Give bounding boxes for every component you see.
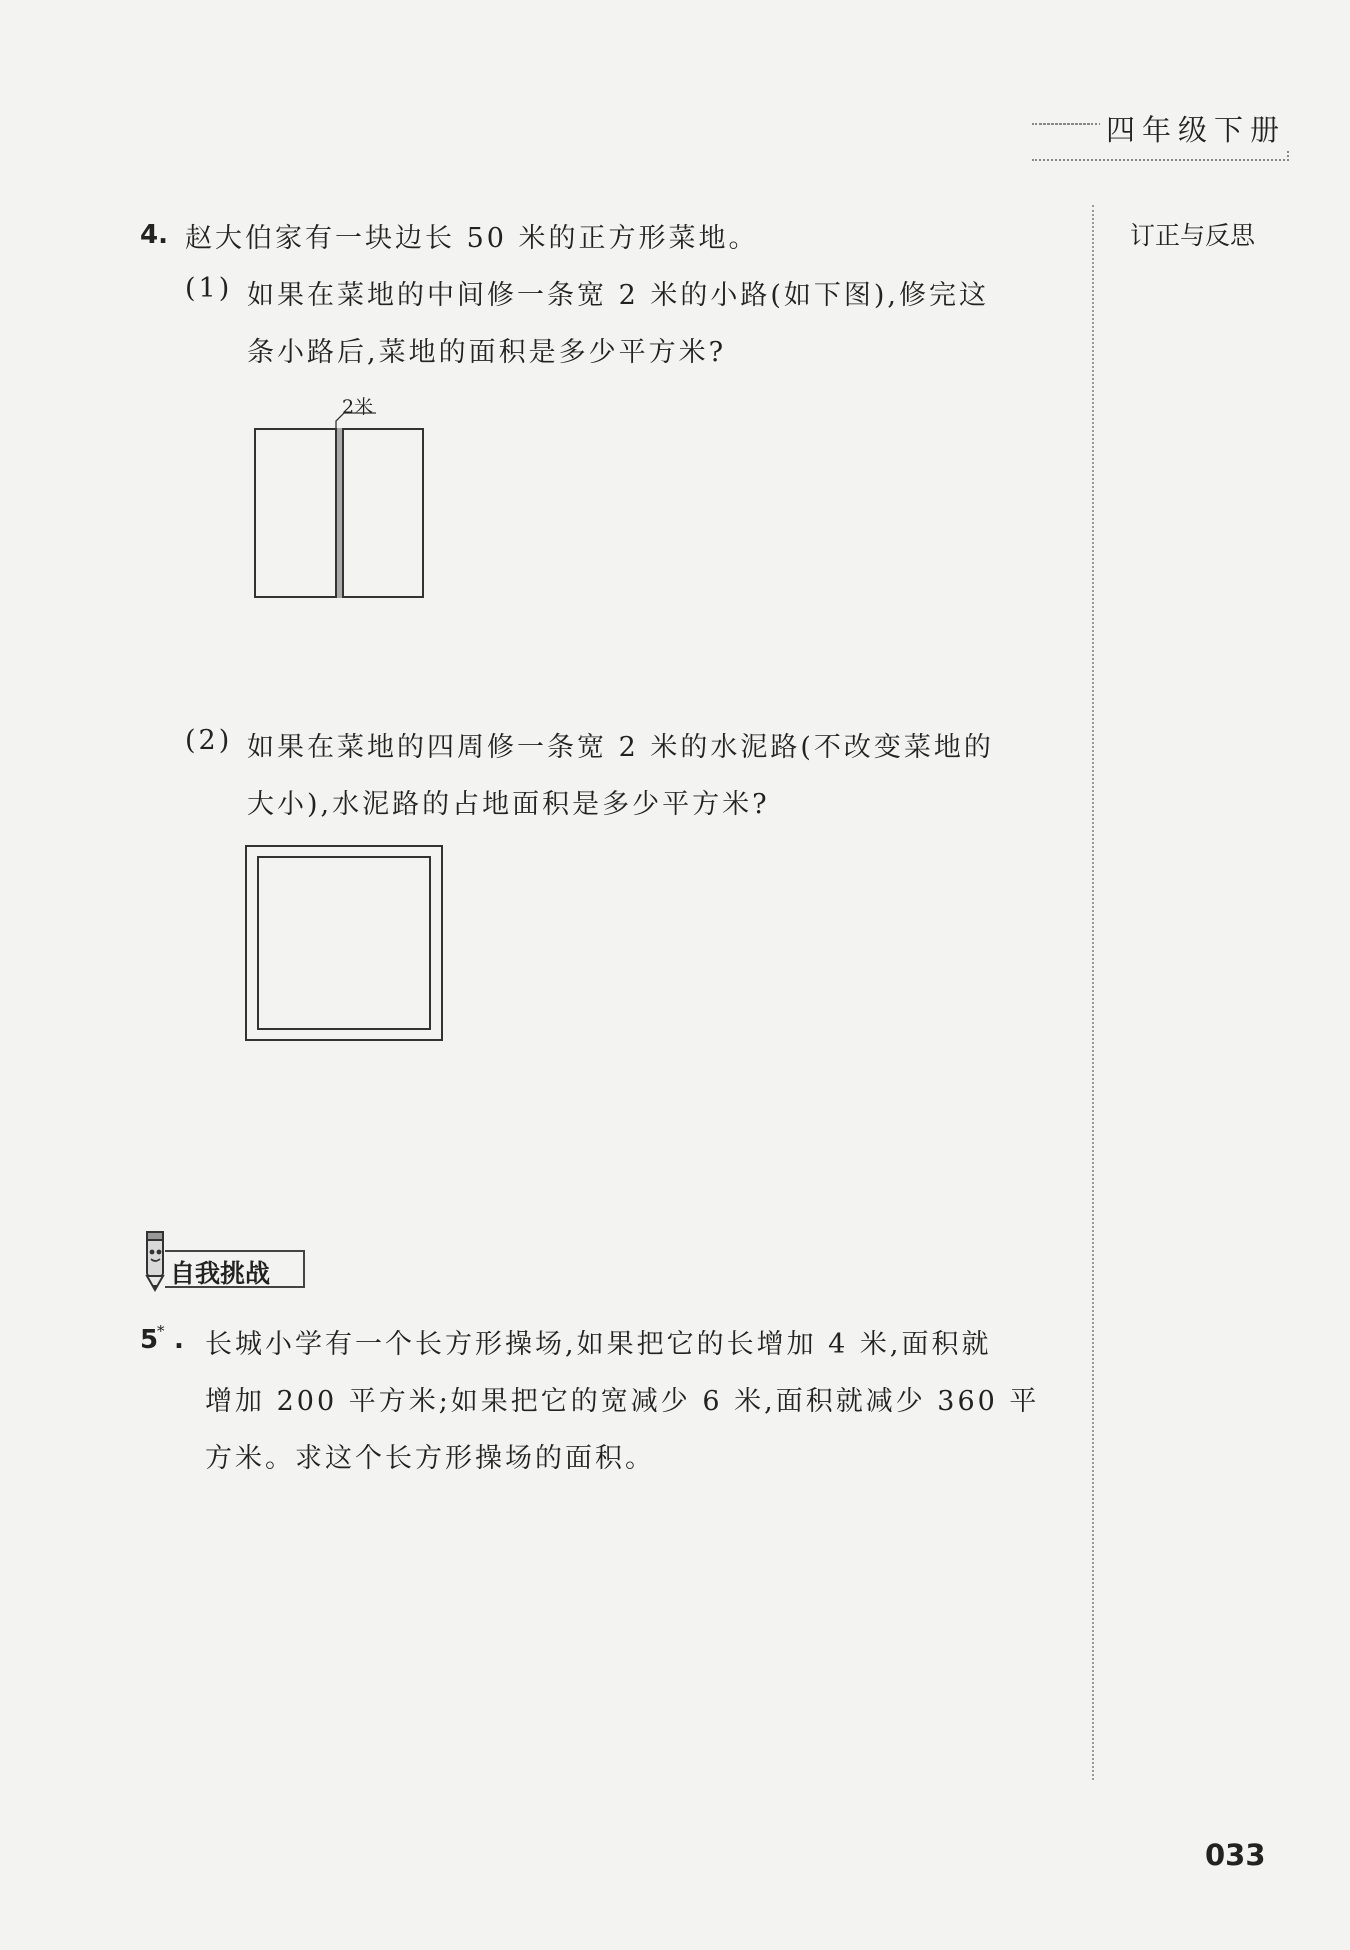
margin-title: 订正与反思 <box>1130 221 1256 250</box>
question-5-star: * <box>157 1322 165 1340</box>
q5-line2: 增加 200 平方米;如果把它的宽减少 6 米,面积就减少 360 平 <box>205 1386 1040 1417</box>
question-5-number: 5 <box>140 1325 159 1355</box>
q5-line3: 方米。求这个长方形操场的面积。 <box>205 1443 655 1474</box>
grade-label: 四年级下册 <box>1100 108 1292 149</box>
margin-divider <box>1092 205 1094 1780</box>
path-width-label: 2米 <box>342 396 374 418</box>
q4-part1-line2: 条小路后,菜地的面积是多少平方米? <box>247 337 727 368</box>
page-number: 033 <box>1205 1838 1266 1872</box>
question-4-stem: 赵大伯家有一块边长 50 米的正方形菜地。 <box>185 223 759 254</box>
q4-part1-line1: 如果在菜地的中间修一条宽 2 米的小路(如下图),修完这 <box>247 280 989 311</box>
vegetable-field-inner-square <box>257 856 431 1030</box>
q4-part2-line2: 大小),水泥路的占地面积是多少平方米? <box>247 789 770 820</box>
q4-part2-label: (2) <box>185 725 233 756</box>
q4-part2-line1: 如果在菜地的四周修一条宽 2 米的水泥路(不改变菜地的 <box>247 732 994 763</box>
path-strip <box>335 428 344 598</box>
challenge-label: 自我挑战 <box>170 1259 271 1288</box>
question-4-number: 4. <box>140 220 168 250</box>
q5-line1: 长城小学有一个长方形操场,如果把它的长增加 4 米,面积就 <box>205 1329 992 1360</box>
q4-part1-label: (1) <box>185 273 233 304</box>
question-5-dot: . <box>174 1325 184 1355</box>
